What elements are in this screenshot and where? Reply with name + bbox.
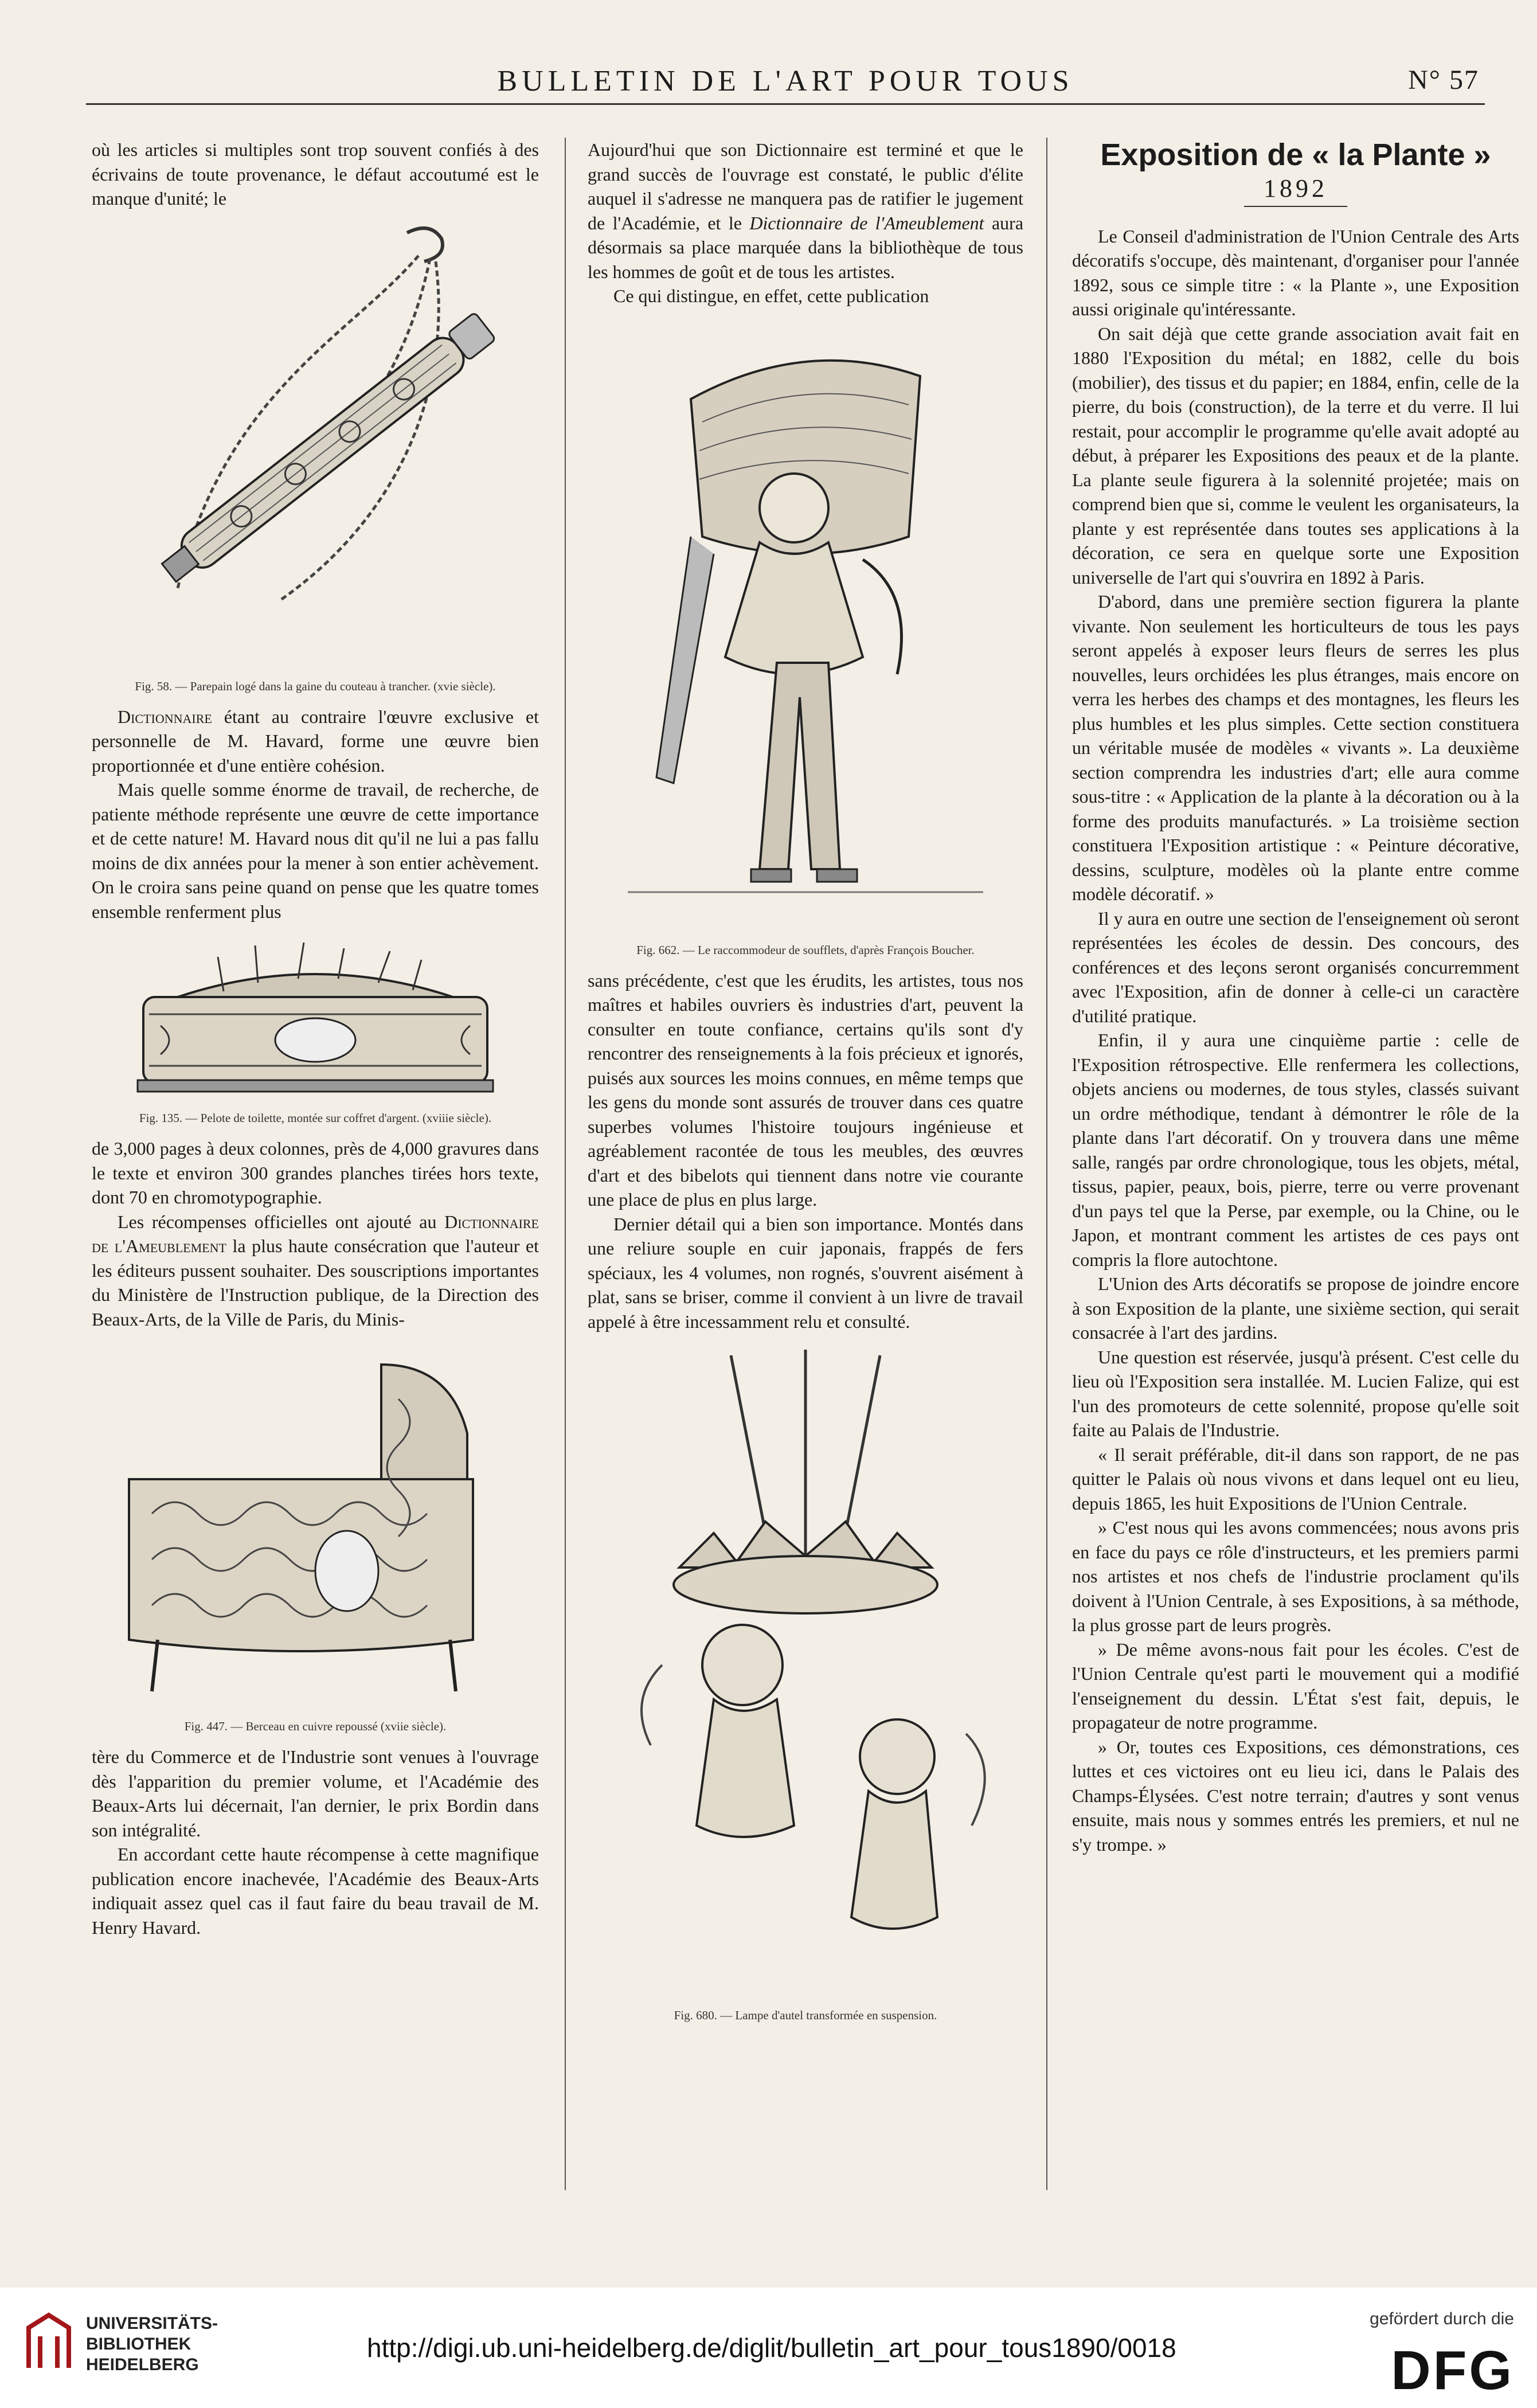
paragraph: En accordant cette haute récompense à cette magnifique publication encore inachevée, l'Académie des Beaux-Arts indiquait assez quel cas il faut faire du beau travail de M. Henry Havard. <box>92 1844 539 1938</box>
paragraph: » De même avons-nous fait pour les écoles. C'est de l'Union Centrale qu'est parti le mouvement qui a modifié l'enseignement du dessin. L'État s'est fait, depuis, le propagateur de notre programme. <box>1072 1639 1519 1733</box>
figure-berceau <box>92 1342 539 1734</box>
section-rule <box>1244 206 1347 207</box>
knife-sheath-illustration <box>109 221 522 674</box>
paragraph: D'abord, dans une première section figurera la plante vivante. Non seulement les horticulteurs de tous les pays seront appelés à exposer leurs fleurs de serres les plus nouvelles, leurs orchidées les plus étranges, mais encore on verra les herbes des champs et des montagnes, les fleurs les plus humbles et les plus simples. Cette section constituera un véritable musée de modèles « vivants ». La deuxième section comprendra les industries d'art; elle aura comme sous-titre : « Application de la plante à la décoration ou à la forme des produits manufacturés. » La troisième section constituera l'Exposition artistique : « Peinture décorative, dessins, sculpture, modèles où la plante entre comme modèle décoratif. » <box>1072 591 1519 904</box>
paragraph <box>588 138 1023 284</box>
column-right <box>1072 138 1519 2202</box>
university-name-line: BIBLIOTHEK <box>86 2335 191 2354</box>
column-middle <box>588 138 1023 2202</box>
university-name <box>86 2313 218 2375</box>
cradle-illustration <box>106 1342 525 1714</box>
dictionary-title: Dictionnaire de l'Ameublement <box>749 212 984 233</box>
figure-caption: Fig. 662. — Le raccommodeur de soufflets, d'après François Boucher. <box>636 943 975 957</box>
figure-parepain <box>92 221 539 694</box>
column-left <box>92 138 539 2202</box>
journal-title: BULLETIN DE L'ART POUR TOUS <box>497 65 1074 97</box>
figure-raccommodeur <box>588 319 1023 958</box>
figure-lampe <box>588 1344 1023 2023</box>
paragraph: Il y aura en outre une section de l'enseignement où seront représentées les écoles de dessin. Des concours, des conférences et des leçons seront organisés concurremment avec l'Exposition, afin de donner à celle-ci un caractère d'utilité pratique. <box>1072 908 1519 1026</box>
dfg-logo: DFG <box>1391 2340 1514 2401</box>
university-library-logo-icon <box>23 2311 75 2374</box>
source-url[interactable]: http://digi.ub.uni-heidelberg.de/diglit/bulletin_art_pour_tous1890/0018 <box>367 2333 1176 2363</box>
paragraph: Enfin, il y aura une cinquième partie : celle de l'Exposition rétrospective. Elle renfermera les collections, objets anciens ou modernes, de tous styles, classés suivant un ordre méthodique, tendant à démontrer le rôle de la plante dans l'art décoratif. On y trouvera dans une même salle, rangés par ordre chronologique, tous les objets, métal, tissus, papier, peaux, bois, pierre, terre ou verre provenant d'un pays tel que la Perse, par exemple, ou la Chine, ou le Japon, et montrant comment les artistes de ces pays ont compris la flore autochtone. <box>1072 1030 1519 1270</box>
issue-number: N° 57 <box>1408 65 1479 95</box>
paragraph-text: Aujourd'hui que son Dictionnaire est terminé et que le grand succès de l'ouvrage est constaté, le public d'élite auquel il s'adresse ne manquera pas de ratifier le jugement de l'Académie, et le <box>588 139 1023 233</box>
paragraph: » Or, toutes ces Expositions, ces démonstrations, ces luttes et ces victoires ont eu lieu ici, dans le Palais des Champs-Élysées. C'est notre terrain; d'autres y sont venus ensuite, mais nous y sommes entrés les premiers, et nul ne s'y trompe. » <box>1072 1736 1519 1855</box>
column-divider <box>565 138 566 2190</box>
paragraph-text: la plus haute consécration que l'auteur et les éditeurs pussent souhaiter. Des souscriptions importantes du Ministère de l'Instruction publique, de la Direction des Beaux-Arts, de la Ville de Paris, du Minis- <box>92 1236 539 1330</box>
figure-caption: Fig. 135. — Pelote de toilette, montée sur coffret d'argent. (xviiie siècle). <box>139 1111 492 1125</box>
paragraph-text: aura désormais sa place marquée dans la bibliothèque de tous les hommes de goût et de tous les artistes. <box>588 212 1023 282</box>
figure-caption: Fig. 447. — Berceau en cuivre repoussé (xviie siècle). <box>184 1719 447 1733</box>
paragraph: Ce qui distingue, en effet, cette publication <box>613 286 929 306</box>
paragraph: On sait déjà que cette grande association avait fait en 1880 l'Exposition du métal; en 1882, celle du bois (mobilier), des tissus et du papier; en 1884, enfin, celle de la pierre, du bois (construction), de la terre et du verre. Il lui restait, pour accomplir le programme qu'elle avait adopté au début, à préparer les Expositions des peaux et de la plante. La plante seule figurera à la solennité projetée; mais on comprend bien que si, comme le veulent les organisateurs, la plante y est représentée dans toutes ses applications à la décoration, ce sera en quelque sorte une Exposition universelle de l'art qui s'ouvrira en 1892 à Paris. <box>1072 323 1519 588</box>
paragraph: Mais quelle somme énorme de travail, de recherche, de patiente méthode représente une œuvre de cette importance et de cette nature! M. Havard nous dit qu'il ne lui a pas fallu moins de dix années pour la mener à son entier achèvement. On le croira sans peine quand on pense que les quatre tomes ensemble renferment plus <box>92 779 539 922</box>
dictionary-name: Dictionnaire de l'Ameublement <box>92 1211 539 1256</box>
pincushion-casket-illustration <box>109 934 522 1106</box>
paragraph <box>92 705 539 778</box>
paragraph-text: Les récompenses officielles ont ajouté au <box>118 1211 445 1232</box>
paragraph: « Il serait préférable, dit-il dans son rapport, de ne pas quitter le Palais où nous vivons et dans lequel ont eu lieu, depuis 1865, les huit Expositions de l'Union Centrale. <box>1072 1444 1519 1514</box>
paragraph: Dernier détail qui a bien son importance. Montés dans une reliure souple en cuir japonais, frappés de fers spéciaux, les 4 volumes, non rognés, s'ouvrent aisément à plat, sans se briser, comme il convient à un livre de travail appelé à être incessamment relu et consulté. <box>588 1213 1023 1332</box>
page-header <box>86 57 1485 105</box>
section-title: Exposition de « la Plante » <box>1100 138 1491 172</box>
paragraph: L'Union des Arts décoratifs se propose de joindre encore à son Exposition de la plante, une sixième section, qui serait consacrée à l'art des jardins. <box>1072 1273 1519 1343</box>
paragraph: de 3,000 pages à deux colonnes, près de 4,000 gravures dans le texte et environ 300 grandes planches tirées hors texte, dont 70 en chromotypographie. <box>92 1138 539 1207</box>
paragraph: » C'est nous qui les avons commencées; nous avons pris en face du pays ce rôle d'instructeurs, et les premiers parmi nos artistes et nos chefs de l'industrie proclament qu'ils doivent à l'Union Centrale, à ses Expositions, à sa méthode, la plus grosse part de leurs progrès. <box>1072 1517 1519 1635</box>
figure-caption: Fig. 680. — Lampe d'autel transformée en suspension. <box>674 2008 937 2022</box>
funded-by-label: gefördert durch die <box>1370 2309 1514 2328</box>
altar-lamp-illustration <box>599 1344 1012 2003</box>
paragraph: Une question est réservée, jusqu'à présent. C'est celle du lieu où l'Exposition sera installée. M. Lucien Falize, qui est l'un des promoteurs de cette solennité, propose qu'elle soit faite au Palais de l'Industrie. <box>1072 1346 1519 1440</box>
paragraph <box>92 1210 539 1332</box>
column-divider <box>1046 138 1047 2190</box>
university-name-line: UNIVERSITÄTS- <box>86 2314 218 2333</box>
dictionary-name: Dictionnaire <box>118 706 212 727</box>
paragraph: où les articles si multiples sont trop souvent confiés à des écrivains de toute provenance, le défaut accoutumé est le manque d'unité; le <box>92 139 539 209</box>
figure-pelote <box>92 934 539 1126</box>
paragraph: sans précédente, c'est que les érudits, les artistes, tous nos maîtres et habiles ouvriers ès industries d'art, peuvent la consulter en toute confiance, certains qu'ils sont d'y rencontrer des renseignements à la fois précieux et ignorés, puisés aux sources les moins connues, en même temps que les gens du monde sont assurés de trouver dans ces quatre superbes volumes l'histoire toujours ingénieuse et agréablement racontée de tous les meubles, des œuvres d'art et des bibelots qui tiennent dans notre vie courante une place de plus en plus large. <box>588 970 1023 1210</box>
section-year: 1892 <box>1264 174 1328 202</box>
paragraph: tère du Commerce et de l'Industrie sont venues à l'ouvrage dès l'apparition du premier volume, et l'Académie des Beaux-Arts lui décernait, l'an dernier, le prix Bordin dans son intégralité. <box>92 1746 539 1840</box>
paragraph-text: étant au contraire l'œuvre exclusive et personnelle de M. Havard, forme une œuvre bien proportionnée et d'une entière cohésion. <box>92 706 539 776</box>
university-name-line: HEIDELBERG <box>86 2355 199 2374</box>
figure-caption: Fig. 58. — Parepain logé dans la gaine du couteau à trancher. (xvie siècle). <box>135 679 496 693</box>
paragraph: Le Conseil d'administration de l'Union Centrale des Arts décoratifs s'occupe, dès maintenant, d'organiser pour l'année 1892, sous ce simple titre : « la Plante », une Exposition aussi originale qu'intéressante. <box>1072 225 1519 319</box>
digitization-footer <box>0 2288 1537 2408</box>
bellows-mender-illustration <box>605 319 1006 938</box>
